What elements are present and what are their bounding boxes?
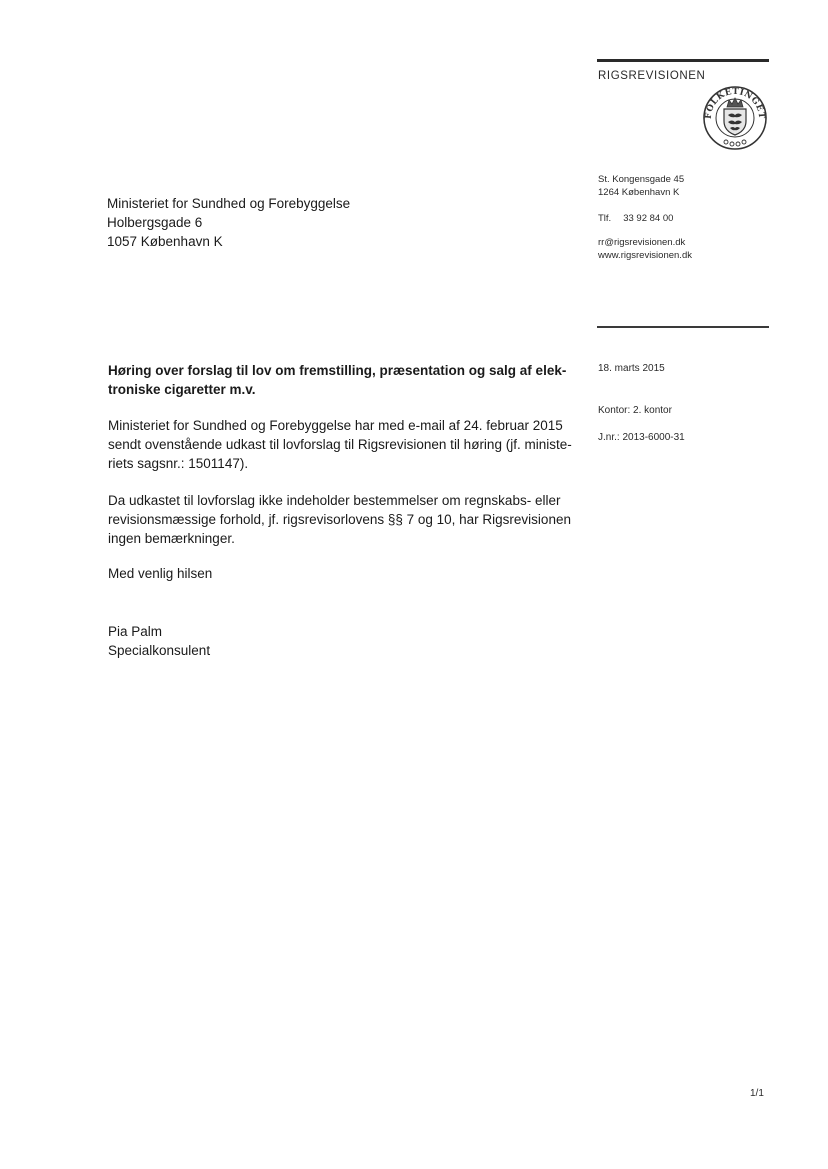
recipient-city: 1057 København K [107,234,223,249]
journal-number: J.nr.: 2013-6000-31 [598,432,685,443]
signer-title: Specialkonsulent [108,643,211,658]
signature-block [108,622,210,660]
subject-line: troniske cigaretter m.v. [108,382,256,397]
paragraph-line: sendt ovenstående udkast til lovforslag til Rigsrevisionen til høring (jf. ministe- [108,437,572,452]
header-rule [597,59,769,62]
svg-text:FOLKETINGET: FOLKETINGET [703,86,767,120]
paragraph-line: riets sagsnr.: 1501147). [108,456,249,471]
sender-street: St. Kongensgade 45 [598,174,685,185]
letter-subject [108,361,568,399]
signer-name: Pia Palm [108,624,163,639]
recipient-address [107,194,350,251]
paragraph-line: ingen bemærkninger. [108,531,235,546]
body-paragraph-2 [108,491,578,548]
recipient-street: Holbergsgade 6 [107,215,203,230]
phone-number: 33 92 84 00 [623,213,674,224]
paragraph-line: Da udkastet til lovforslag ikke indeholder bestemmelser om regnskabs- eller [108,493,561,508]
page-number: 1/1 [750,1088,764,1099]
letter-date: 18. marts 2015 [598,363,665,374]
paragraph-line: Ministeriet for Sundhed og Forebyggelse har med e-mail af 24. februar 2015 [108,418,563,433]
sender-city: 1264 København K [598,187,680,198]
body-paragraph-1 [108,416,578,473]
sender-email[interactable]: rr@rigsrevisionen.dk [598,237,686,248]
subject-line: Høring over forslag til lov om fremstilling, præsentation og salg af elek- [108,363,567,378]
paragraph-line: revisionsmæssige forhold, jf. rigsrevisorlovens §§ 7 og 10, har Rigsrevisionen [108,512,571,527]
sender-phone [598,212,692,225]
folketinget-seal-icon [702,85,768,151]
meta-rule [597,326,769,328]
sender-website[interactable]: www.rigsrevisionen.dk [598,250,692,261]
phone-label: Tlf. [598,213,612,224]
org-name: RIGSREVISIONEN [598,70,706,82]
sender-contact [598,173,692,262]
closing-greeting: Med venlig hilsen [108,566,213,581]
recipient-name: Ministeriet for Sundhed og Forebyggelse [107,196,351,211]
office-info: Kontor: 2. kontor [598,405,672,416]
